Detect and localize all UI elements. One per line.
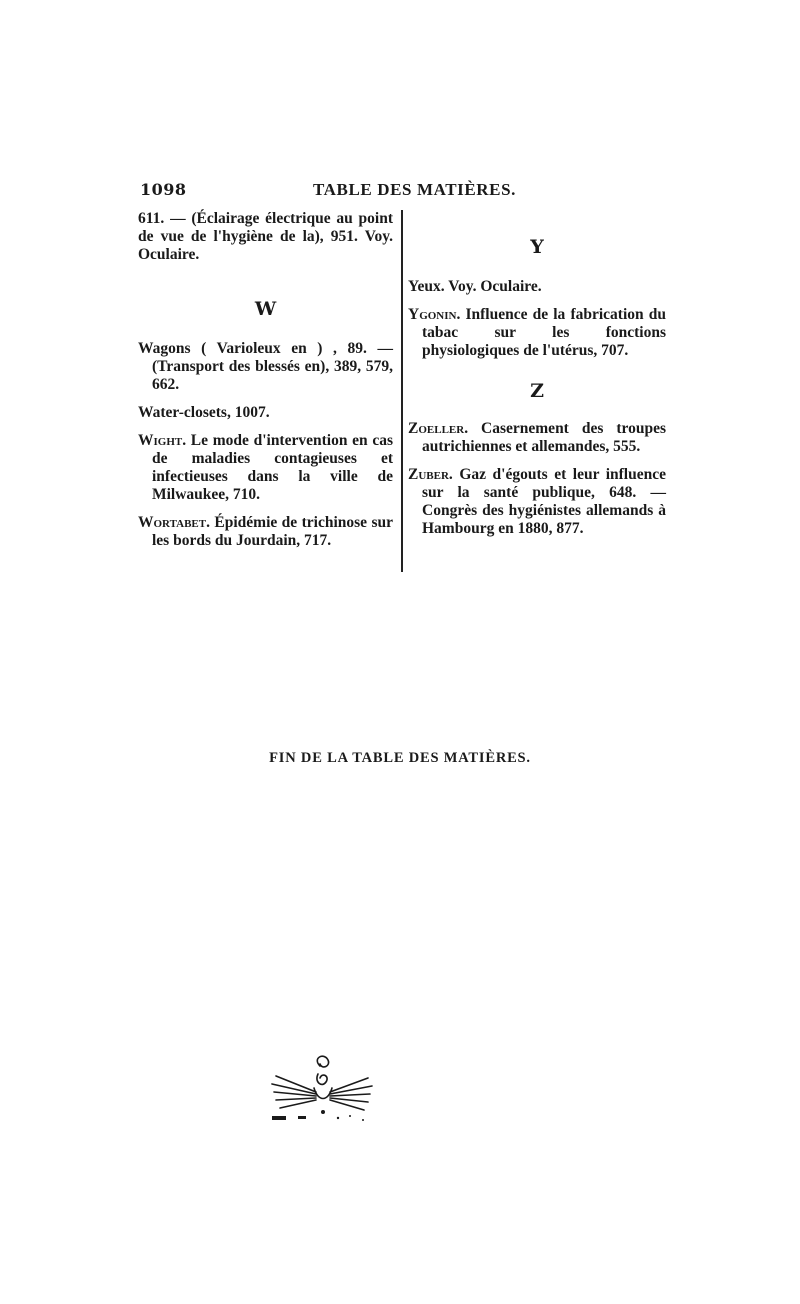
entry-text: . Casernement des troupes autrichiennes et allemandes, 555. — [422, 420, 666, 455]
section-letter-y: Y — [530, 236, 544, 258]
index-entry-ygonin — [408, 306, 666, 360]
index-entry-yeux: Yeux. Voy. Oculaire. — [408, 278, 542, 295]
author-name: Zoeller — [408, 420, 465, 437]
index-entry-611: 611. — (Éclairage électrique au point de vue de l'hygiène de la), 951. Voy. Oculaire. — [138, 210, 393, 263]
index-entry-wagons: Wagons ( Varioleux en ) , 89. — (Transport des blessés en), 389, 579, 662. — [138, 340, 393, 393]
index-entry-water-closets: Water-closets, 1007. — [138, 404, 270, 421]
page-number: 1098 — [140, 180, 187, 199]
end-of-table-note: FIN DE LA TABLE DES MATIÈRES. — [269, 750, 531, 766]
index-entry-wortabet — [138, 514, 393, 550]
author-name: Wortabet — [138, 514, 207, 531]
author-name: Zuber — [408, 466, 449, 483]
printers-ornament-icon — [268, 1052, 378, 1136]
index-entry-zuber — [408, 466, 666, 538]
index-entry-wight — [138, 432, 393, 504]
entry-text: . Le mode d'intervention en cas de maladies contagieuses et infectieuses dans la ville de Milwaukee, 710. — [152, 432, 393, 503]
section-letter-w: W — [254, 298, 277, 320]
index-entry-zoeller — [408, 420, 666, 456]
column-divider — [401, 210, 403, 572]
entry-text: . Influence de la fabrication du tabac sur les fonctions physiologiques de l'utérus, 707. — [422, 306, 666, 359]
entry-text: . Gaz d'égouts et leur influence sur la santé publique, 648. — Congrès des hygiénistes allemands à Hambourg en 1880, 877. — [422, 466, 666, 537]
entry-text: . Épidémie de trichinose sur les bords du Jourdain, 717. — [152, 514, 393, 549]
right-column — [408, 210, 666, 548]
left-column — [138, 210, 393, 560]
author-name: Wight — [138, 432, 183, 449]
running-title: TABLE DES MATIÈRES. — [313, 180, 517, 199]
section-letter-z: Z — [530, 380, 544, 402]
author-name: Ygonin — [408, 306, 457, 323]
